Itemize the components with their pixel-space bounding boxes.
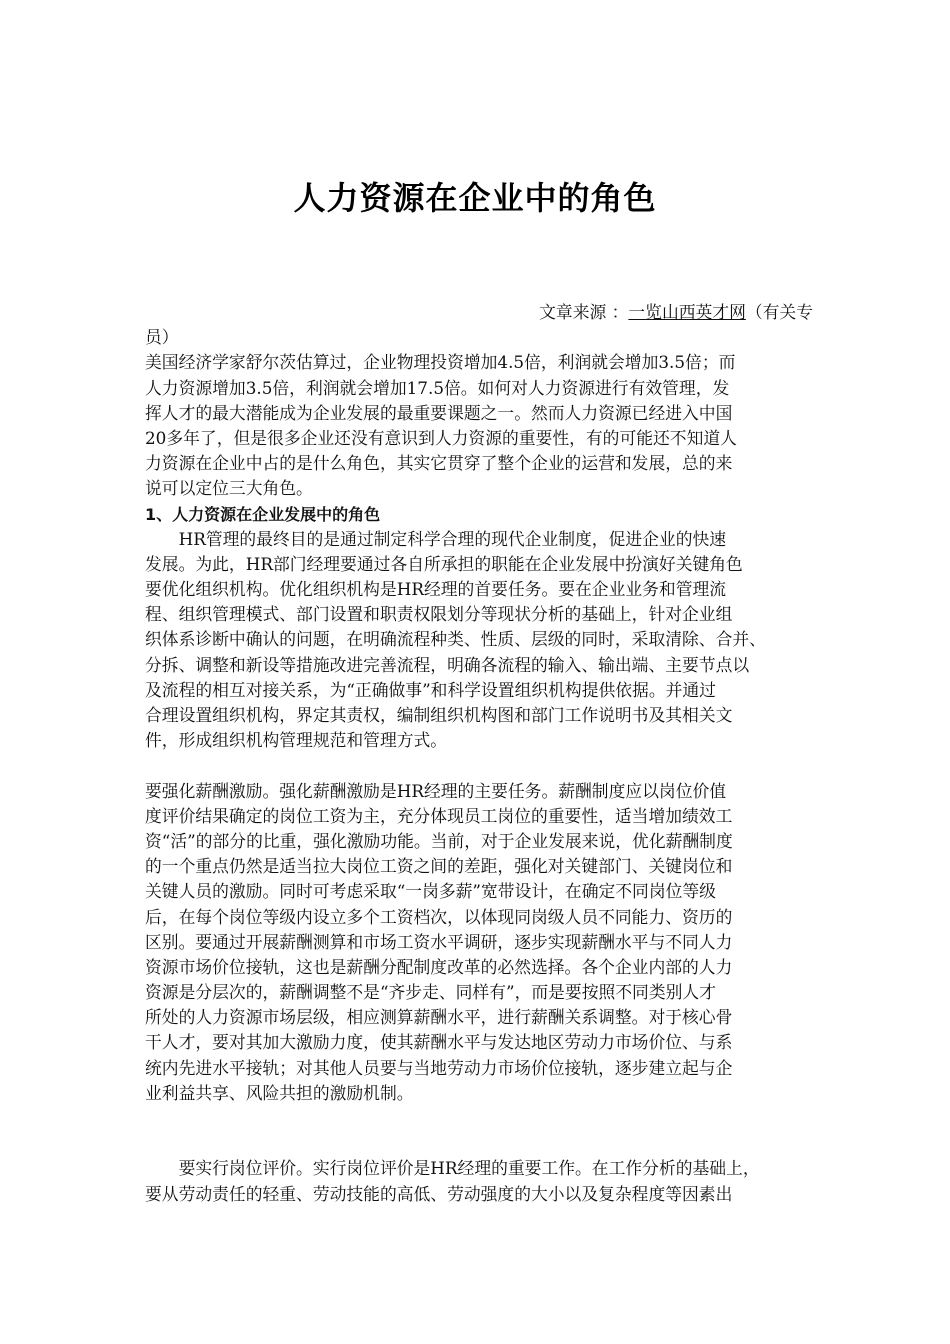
text-line: 统内先进水平接轨；对其他人员要与当地劳动力市场价位接轨，逐步建立起与企 (145, 1057, 733, 1078)
text-line: 挥人才的最大潜能成为企业发展的最重要课题之一。然而人力资源已经进入中国 (145, 402, 733, 423)
text-line: 织体系诊断中确认的问题，在明确流程种类、性质、层级的同时，采取清除、合并、 (145, 629, 766, 650)
text-line: HR管理的最终目的是通过制定科学合理的现代企业制度，促进企业的快速 (145, 528, 727, 549)
paragraph-job-evaluation (145, 1156, 813, 1206)
text-line: 资“活”的部分的比重，强化激励功能。当前，对于企业发展来说，优化薪酬制度 (145, 830, 733, 851)
source-label: 文章来源 ： (539, 302, 629, 322)
text-line: 的一个重点仍然是适当拉大岗位工资之间的差距，强化对关键部门、关键岗位和 (145, 856, 733, 877)
text-line: 度评价结果确定的岗位工资为主，充分体现员工岗位的重要性，适当增加绩效工 (145, 805, 733, 826)
text-line: 美国经济学家舒尔茨估算过，企业物理投资增加4.5倍，利润就会增加3.5倍；而 (145, 352, 736, 373)
source-link[interactable]: 一览山西英才网 (628, 302, 746, 322)
text-line: 人力资源增加3.5倍，利润就会增加17.5倍。如何对人力资源进行有效管理，发 (145, 377, 730, 398)
document-title: 人力资源在企业中的角色 (293, 179, 657, 217)
article-body (145, 300, 813, 1207)
text-line: 要强化薪酬激励。强化薪酬激励是HR经理的主要任务。薪酬制度应以岗位价值 (145, 780, 727, 801)
text-line: 程、组织管理模式、部门设置和职责权限划分等现状分析的基础上，针对企业组 (145, 604, 733, 625)
text-line: 说可以定位三大角色。 (145, 478, 313, 499)
text-line: 及流程的相互对接关系，为“正确做事”和科学设置组织机构提供依据。并通过 (145, 679, 716, 700)
text-line: 合理设置组织机构，界定其责权，编制组织机构图和部门工作说明书及其相关文 (145, 705, 733, 725)
paragraph-organization (145, 527, 813, 754)
source-suffix-continued: 员） (145, 327, 179, 348)
text-line: 业利益共享、风险共担的激励机制。 (145, 1082, 414, 1103)
text-line: 资源是分层次的，薪酬调整不是“齐步走、同样有”，而是要按照不同类别人才 (145, 982, 716, 1003)
text-line: 所处的人力资源市场层级，相应测算薪酬水平，进行薪酬关系调整。对于核心骨 (145, 1007, 733, 1028)
text-line: 要从劳动责任的轻重、劳动技能的高低、劳动强度的大小以及复杂程度等因素出 (145, 1183, 733, 1204)
text-line: 关键人员的激励。同时可考虑采取“一岗多薪”宽带设计，在确定不同岗位等级 (145, 881, 716, 902)
text-line: 后，在每个岗位等级内设立多个工资档次，以体现同岗级人员不同能力、资历的 (145, 906, 733, 927)
source-suffix: （有关专 (745, 302, 813, 322)
text-line: 区别。要通过开展薪酬测算和市场工资水平调研，逐步实现薪酬水平与不同人力 (145, 931, 733, 952)
paragraph-compensation (145, 779, 813, 1106)
text-line: 要优化组织机构。优化组织机构是HR经理的首要任务。要在企业业务和管理流 (145, 579, 727, 600)
text-line: 分拆、调整和新设等措施改进完善流程，明确各流程的输入、输出端、主要节点以 (145, 654, 750, 675)
text-line: 资源市场价位接轨，这也是薪酬分配制度改革的必然选择。各个企业内部的人力 (145, 956, 733, 977)
paragraph-intro (145, 350, 813, 501)
text-line: 要实行岗位评价。实行岗位评价是HR经理的重要工作。在工作分析的基础上， (145, 1158, 760, 1179)
text-line: 发展。为此，HR部门经理要通过各自所承担的职能在企业发展中扮演好关键角色 (145, 553, 743, 574)
section-heading: 1、人力资源在企业发展中的角色 (145, 504, 381, 524)
text-line: 20多年了，但是很多企业还没有意识到人力资源的重要性，有的可能还不知道人 (145, 427, 737, 448)
text-line: 干人才，要对其加大激励力度，使其薪酬水平与发达地区劳动力市场价位、与系 (145, 1032, 733, 1053)
blank-line (145, 753, 813, 778)
blank-line (145, 1131, 813, 1156)
source-line (145, 300, 813, 325)
text-line: 力资源在企业中占的是什么角色，其实它贯穿了整个企业的运营和发展，总的来 (145, 453, 733, 474)
blank-line (145, 1106, 813, 1131)
text-line: 件，形成组织机构管理规范和管理方式。 (145, 730, 448, 751)
